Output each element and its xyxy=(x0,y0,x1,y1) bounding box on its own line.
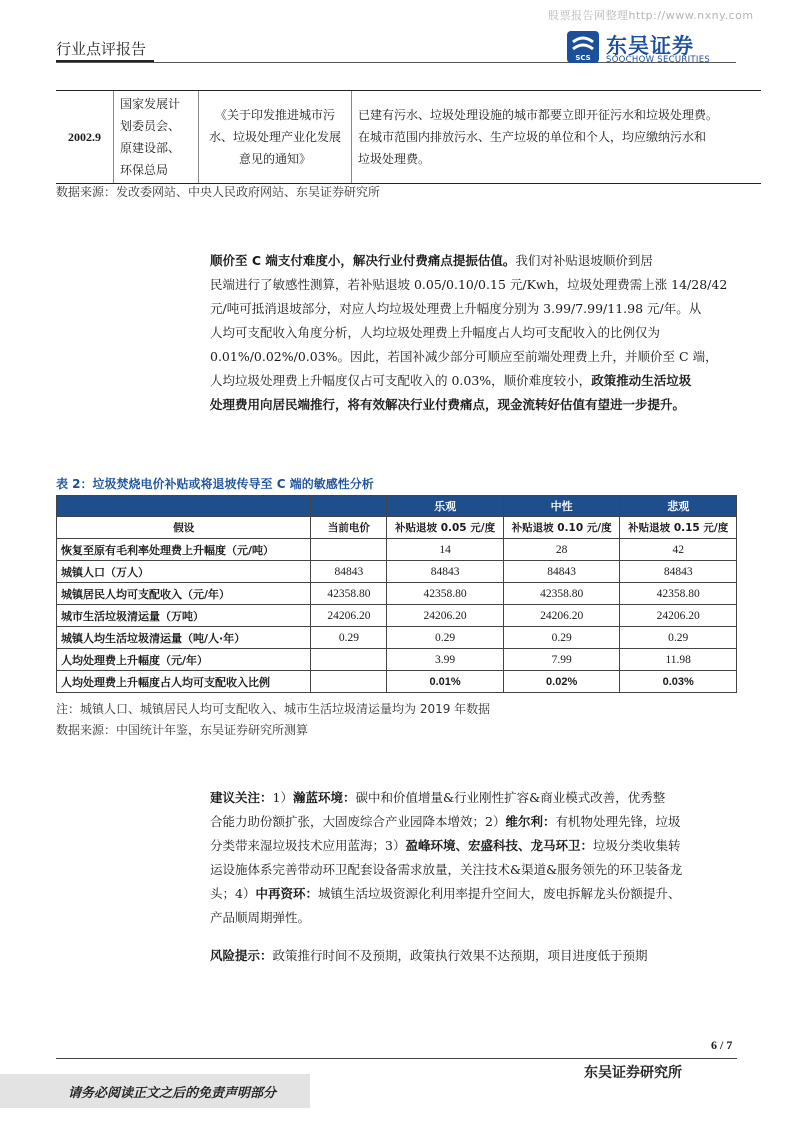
table-row xyxy=(56,91,761,184)
page-header-title: 行业点评报告 xyxy=(56,40,147,58)
table-row: 城镇居民人均可支配收入（元/年） 42358.80 42358.80 42358.80 42358.80 xyxy=(57,583,737,605)
paragraph-pricing: 顺价至 C 端支付难度小，解决行业付费痛点提振估值。我们对补贴退坡顺价到居 民端进行了敏感性测算，若补贴退坡 0.05/0.10/0.15 元/Kwh，垃圾处理费需上涨 14/28/42 元/吨可抵消退坡部分，对应人均垃圾处理费上升幅度分别为 3.99/7.99/11.98 元/年。从 人均可支配收入角度分析，人均垃圾处理费上升幅度占人均可支配收入的比例仅为 0.01%/0.02%/0.03%。因此，若国补减少部分可顺应至前端处理费上升，并顺价至 C 端， 人均垃圾处理费上升幅度仅占可支配收入的 0.03%，顺价难度较小，政策推动生活垃圾 处理费用向居民端推行，将有效解决行业付费痛点，现金流转好估值有望进一步提升。 xyxy=(210,253,728,412)
stock-pick: 盈峰环境、宏盛科技、龙马环卫： xyxy=(405,838,593,853)
table-header-row xyxy=(57,496,737,517)
table-row: 人均处理费上升幅度占人均可支配收入比例 0.01% 0.02% 0.03% xyxy=(57,671,737,693)
table-row: 人均处理费上升幅度（元/年） 3.99 7.99 11.98 xyxy=(57,649,737,671)
table-title: 表 2：垃圾焚烧电价补贴或将退坡传导至 C 端的敏感性分析 xyxy=(56,477,374,491)
table-row: 城镇人口（万人） 84843 84843 84843 84843 xyxy=(57,561,737,583)
stock-pick: 中再资环： xyxy=(255,886,318,901)
svg-text:SCS: SCS xyxy=(575,54,591,62)
source-note-2: 数据来源：中国统计年鉴，东吴证券研究所测算 xyxy=(56,723,309,737)
policy-table xyxy=(56,90,761,184)
policy-org: 国家发展计 划委员会、 原建设部、 环保总局 xyxy=(114,91,199,184)
policy-document: 《关于印发推进城市污 水、垃圾处理产业化发展 意见的通知》 xyxy=(199,91,352,184)
stock-pick: 瀚蓝环境： xyxy=(292,790,356,805)
table-row: 恢复至原有毛利率处理费上升幅度（元/吨） 14 28 42 xyxy=(57,539,737,561)
risk-text: 政策推行时间不及预期，政策执行效果不达预期，项目进度低于预期 xyxy=(272,948,648,963)
footer-org: 东吴证券研究所 xyxy=(584,1065,682,1081)
footer-rule xyxy=(56,1058,737,1059)
table-subheader-row: 假设 当前电价 补贴退坡 0.05 元/度 补贴退坡 0.10 元/度 补贴退坡 0.15 元/度 xyxy=(57,517,737,539)
source-note-1: 数据来源：发改委网站、中央人民政府网站、东吴证券研究所 xyxy=(56,185,381,199)
logo-name-en: SOOCHOW SECURITIES xyxy=(606,55,711,65)
table-row: 城镇人均生活垃圾清运量（吨/人·年） 0.29 0.29 0.29 0.29 xyxy=(57,627,737,649)
paragraph-risk xyxy=(210,944,740,968)
logo-name-cn: 东吴证券 xyxy=(606,34,694,58)
sensitivity-table xyxy=(56,495,737,693)
policy-date: 2002.9 xyxy=(56,91,114,184)
footer-disclaimer: 请务必阅读正文之后的免责声明部分 xyxy=(68,1086,277,1101)
risk-label: 风险提示： xyxy=(210,948,273,963)
scenario-pessimistic: 悲观 xyxy=(620,496,737,517)
company-logo xyxy=(566,30,736,66)
table-note: 注：城镇人口、城镇居民人均可支配收入、城市生活垃圾清运量均为 2019 年数据 xyxy=(56,702,491,716)
scenario-optimistic: 乐观 xyxy=(387,496,504,517)
table-row: 城市生活垃圾清运量（万吨） 24206.20 24206.20 24206.20 24206.20 xyxy=(57,605,737,627)
page-number: 6 / 7 xyxy=(711,1038,733,1052)
paragraph-recommendations: 建议关注：1）瀚蓝环境：碳中和价值增量&行业刚性扩容&商业模式改善，优秀整 合能力助份额扩张，大固废综合产业园降本增效；2）维尔利：有机物处理先锋，垃圾 分类带来湿垃圾技术应用蓝海；3）盈峰环境、宏盛科技、龙马环卫：垃圾分类收集转 运设施体系完善带动环卫配套设备需求放量，关注技术&渠道&服务领先的环卫装备龙 头；4）中再资环：城镇生活垃圾资源化利用率提升空间大，废电拆解龙头份额提升、 产品顺周期弹性。 xyxy=(210,790,683,925)
scenario-neutral: 中性 xyxy=(503,496,620,517)
logo-mark-icon xyxy=(566,30,600,64)
watermark: 股票报告网整理http://www.nxny.com xyxy=(548,9,754,22)
stock-pick: 维尔利： xyxy=(505,814,556,829)
paragraph-lead: 顺价至 C 端支付难度小，解决行业付费痛点提振估值。 xyxy=(210,253,516,268)
policy-content: 已建有污水、垃圾处理设施的城市都要立即开征污水和垃圾处理费。 在城市范围内排放污水、生产垃圾的单位和个人，均应缴纳污水和 垃圾处理费。 xyxy=(352,91,762,184)
